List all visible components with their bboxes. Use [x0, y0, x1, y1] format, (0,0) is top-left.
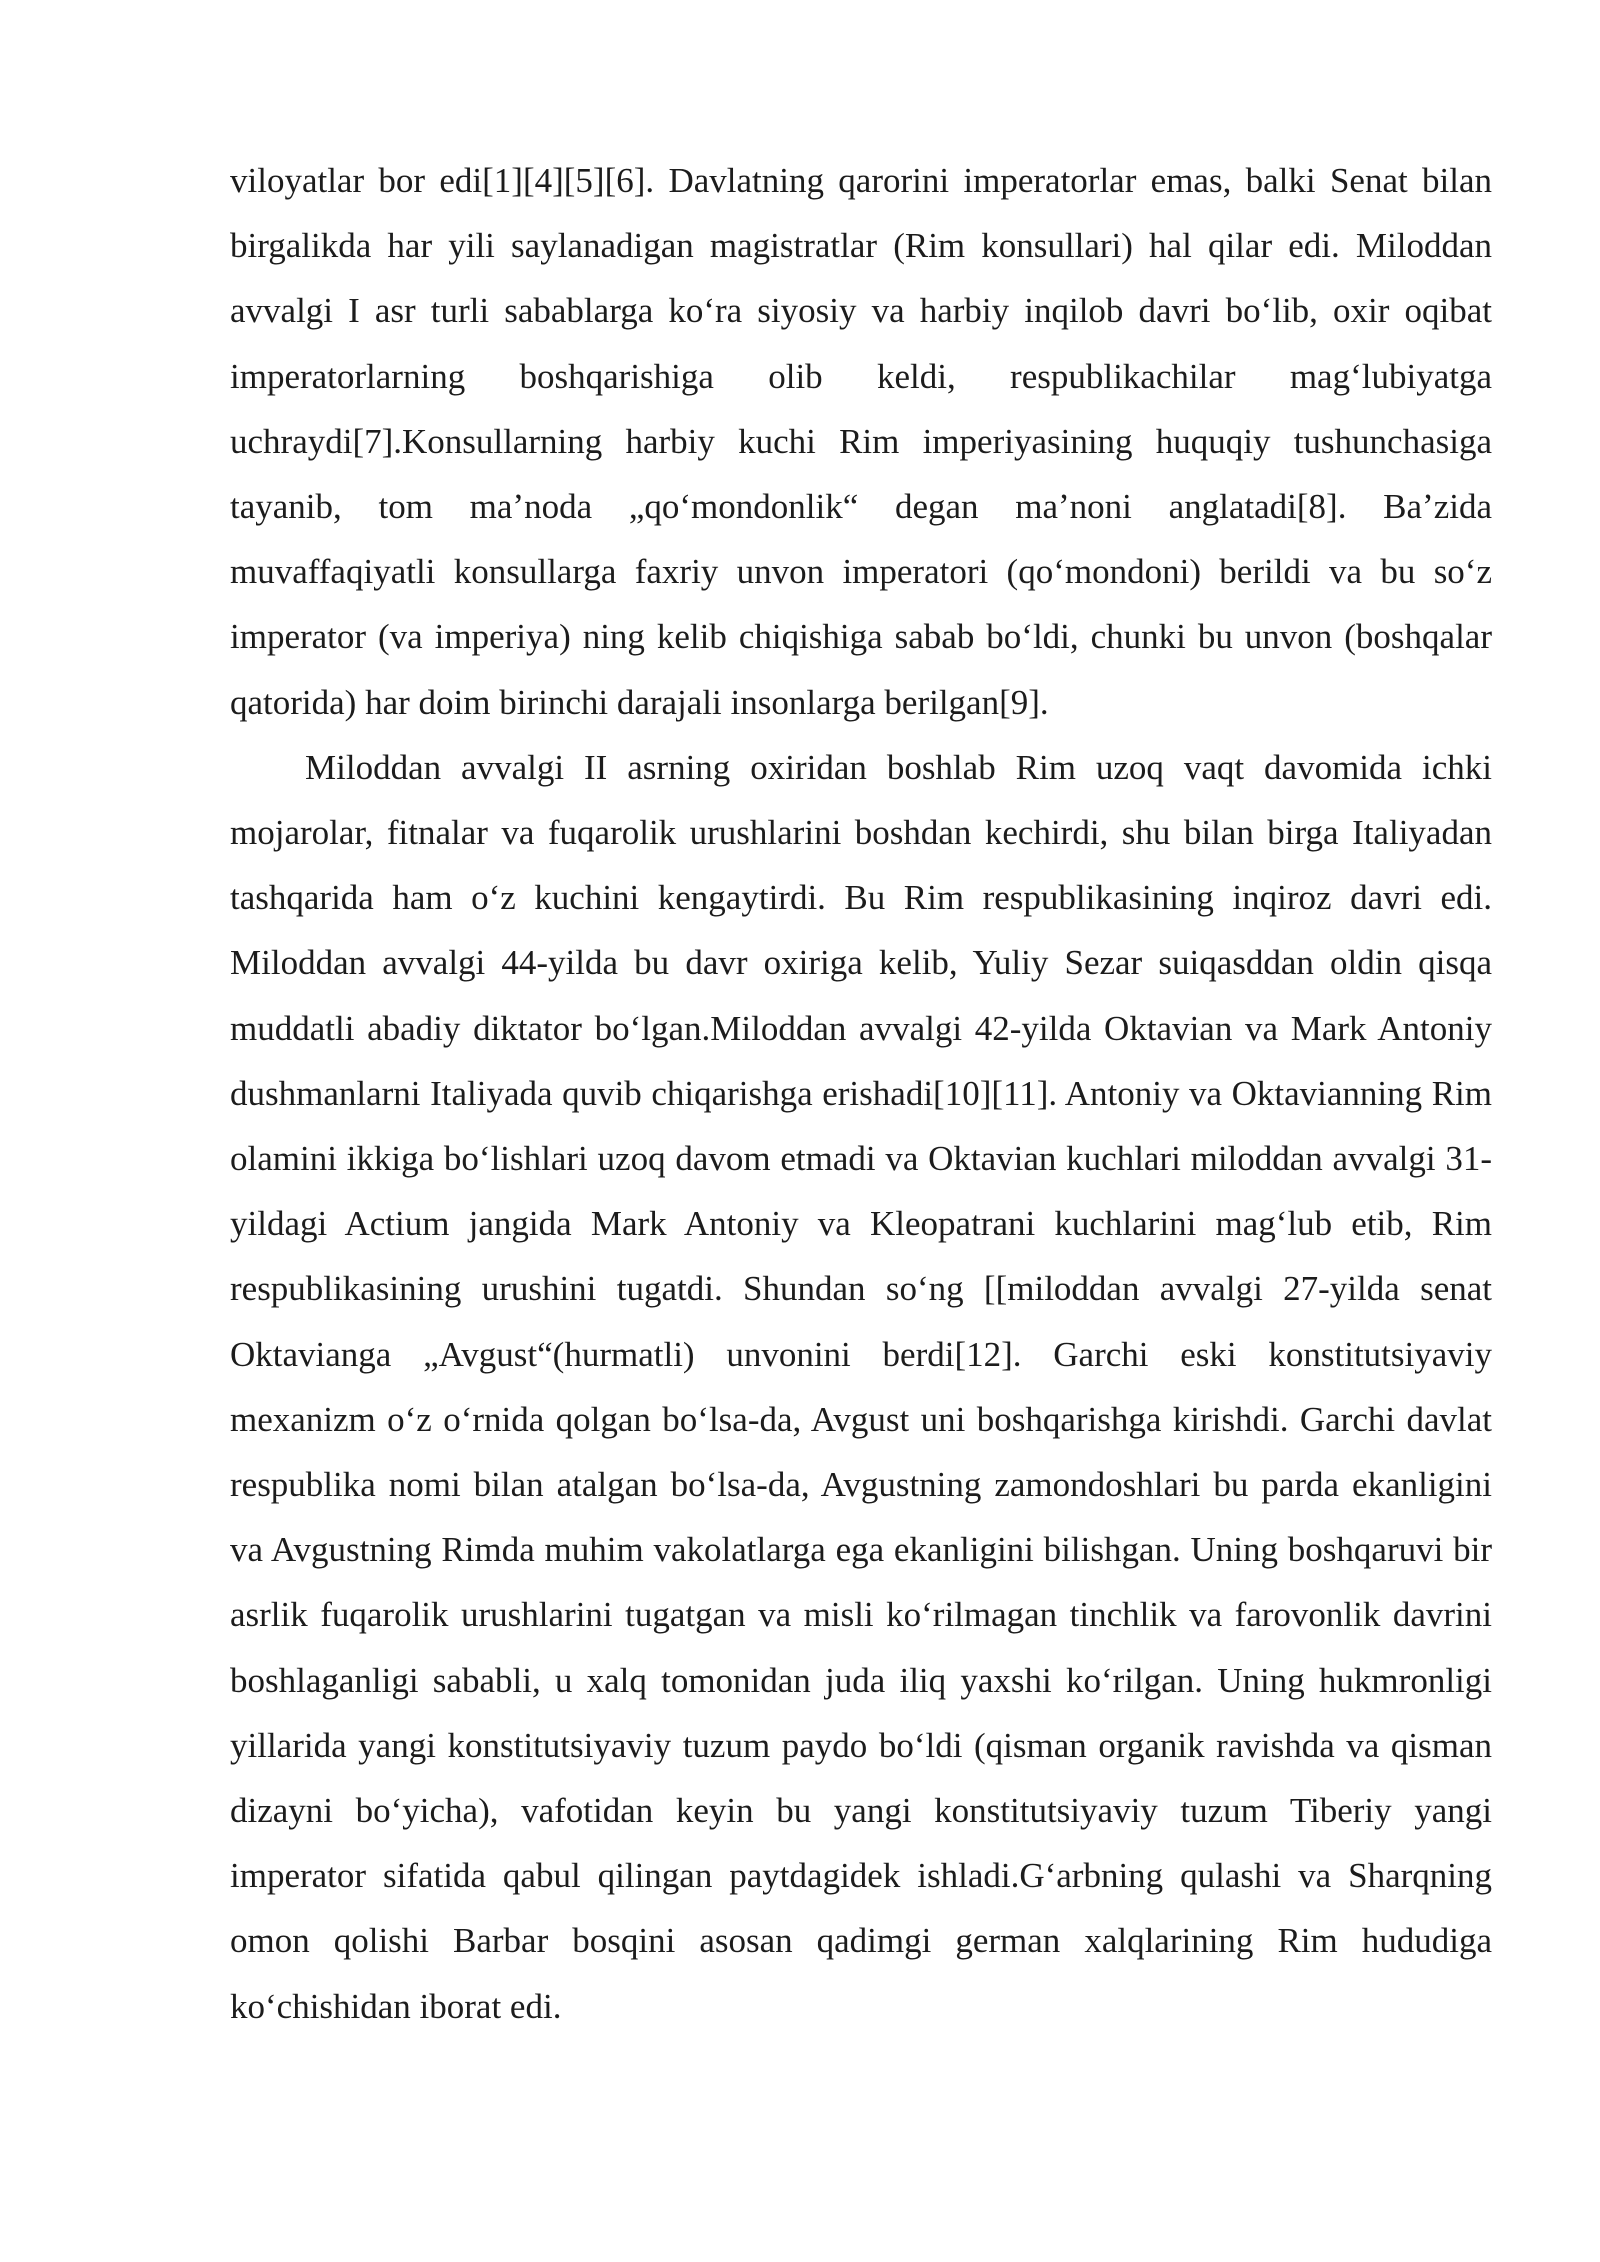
document-body: [230, 148, 1492, 2039]
paragraph-continuation: viloyatlar bor edi[1][4][5][6]. Davlatning qarorini imperatorlar emas, balki Senat bilan birgalikda har yili saylanadigan magistratlar (Rim konsullari) hal qilar edi. Miloddan avvalgi I asr turli sabablarga koʻra siyosiy va harbiy inqilob davri boʻlib, oxir oqibat imperatorlarning boshqarishiga olib keldi, respublikachilar magʻlubiyatga uchraydi[7].Konsullarning harbiy kuchi Rim imperiyasining huquqiy tushunchasiga tayanib, tom maʼnoda „qoʻmondonlik“ degan maʼnoni anglatadi[8]. Baʼzida muvaffaqiyatli konsullarga faxriy unvon imperatori (qoʻmondoni) berildi va bu soʻz imperator (va imperiya) ning kelib chiqishiga sabab boʻldi, chunki bu unvon (boshqalar qatorida) har doim birinchi darajali insonlarga berilgan[9].: [230, 161, 1492, 722]
paragraph-rome-crisis: Miloddan avvalgi II asrning oxiridan boshlab Rim uzoq vaqt davomida ichki mojarolar, fitnalar va fuqarolik urushlarini boshdan kechirdi, shu bilan birga Italiyadan tashqarida ham oʻz kuchini kengaytirdi. Bu Rim respublikasining inqiroz davri edi. Miloddan avvalgi 44-yilda bu davr oxiriga kelib, Yuliy Sezar suiqasddan oldin qisqa muddatli abadiy diktator boʻlgan.Miloddan avvalgi 42-yilda Oktavian va Mark Antoniy dushmanlarni Italiyada quvib chiqarishga erishadi[10][11]. Antoniy va Oktavianning Rim olamini ikkiga boʻlishlari uzoq davom etmadi va Oktavian kuchlari miloddan avvalgi 31-yildagi Actium jangida Mark Antoniy va Kleopatrani kuchlarini magʻlub etib, Rim respublikasining urushini tugatdi. Shundan soʻng [[miloddan avvalgi 27-yilda senat Oktavianga „Avgust“(hurmatli) unvonini berdi[12]. Garchi eski konstitutsiyaviy mexanizm oʻz oʻrnida qolgan boʻlsa-da, Avgust uni boshqarishga kirishdi. Garchi davlat respublika nomi bilan atalgan boʻlsa-da, Avgustning zamondoshlari bu parda ekanligini va Avgustning Rimda muhim vakolatlarga ega ekanligini bilishgan. Uning boshqaruvi bir asrlik fuqarolik urushlarini tugatgan va misli koʻrilmagan tinchlik va farovonlik davrini boshlaganligi sababli, u xalq tomonidan juda iliq yaxshi koʻrilgan. Uning hukmronligi yillarida yangi konstitutsiyaviy tuzum paydo boʻldi (qisman organik ravishda va qisman dizayni boʻyicha), vafotidan keyin bu yangi konstitutsiyaviy tuzum Tiberiy yangi imperator sifatida qabul qilingan paytdagidek ishladi.Gʻarbning qulashi va Sharqning omon qolishi Barbar bosqini asosan qadimgi german xalqlarining Rim hududiga koʻchishidan iborat edi.: [230, 747, 1492, 2026]
